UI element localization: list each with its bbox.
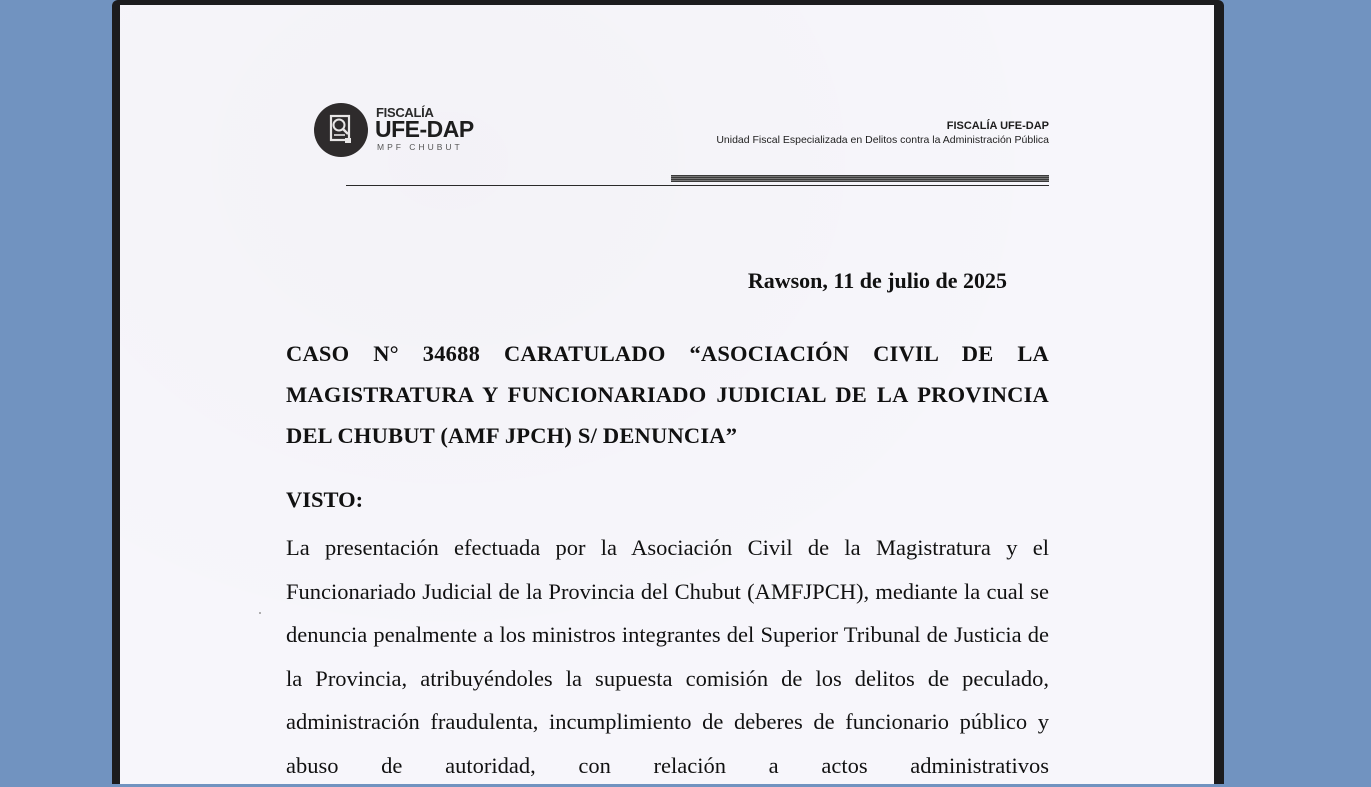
fiscalia-logo (314, 103, 474, 159)
header-rule-thick (671, 175, 1049, 182)
logo-small-text: FISCALÍA (376, 105, 434, 120)
document-date: Rawson, 11 de julio de 2025 (747, 268, 1007, 293)
header-rule (346, 185, 1049, 186)
document-magnifier-icon (314, 103, 368, 157)
letterhead-subtitle: Unidad Fiscal Especializada en Delitos contra la Administración Pública (716, 134, 1049, 146)
logo-big-text: UFE-DAP (375, 116, 474, 142)
scan-speck (259, 612, 261, 614)
section-heading: VISTO: (286, 487, 364, 512)
letterhead-title: FISCALÍA UFE-DAP (946, 120, 1049, 132)
body-paragraph: La presentación efectuada por la Asociación Civil de la Magistratura y el Funcionariado Judicial de la Provincia del Chubut (AMFJPCH), mediante la cual se denuncia penalmente a los ministros integrantes del Superior Tribunal de Justicia de la Provincia, atribuyéndoles la supuesta comisión de los delitos de peculado, administración fraudulenta, incumplimiento de deberes de funcionario público y abuso de autoridad, con relación a actos administrativos (286, 535, 1049, 778)
letterhead (716, 119, 1049, 147)
logo-sub-text: MPF CHUBUT (377, 142, 463, 152)
case-title: CASO N° 34688 CARATULADO “ASOCIACIÓN CIVIL DE LA MAGISTRATURA Y FUNCIONARIADO JUDICIAL DE LA PROVINCIA DEL CHUBUT (AMF JPCH) S/ DENUNCIA” (286, 341, 1049, 448)
